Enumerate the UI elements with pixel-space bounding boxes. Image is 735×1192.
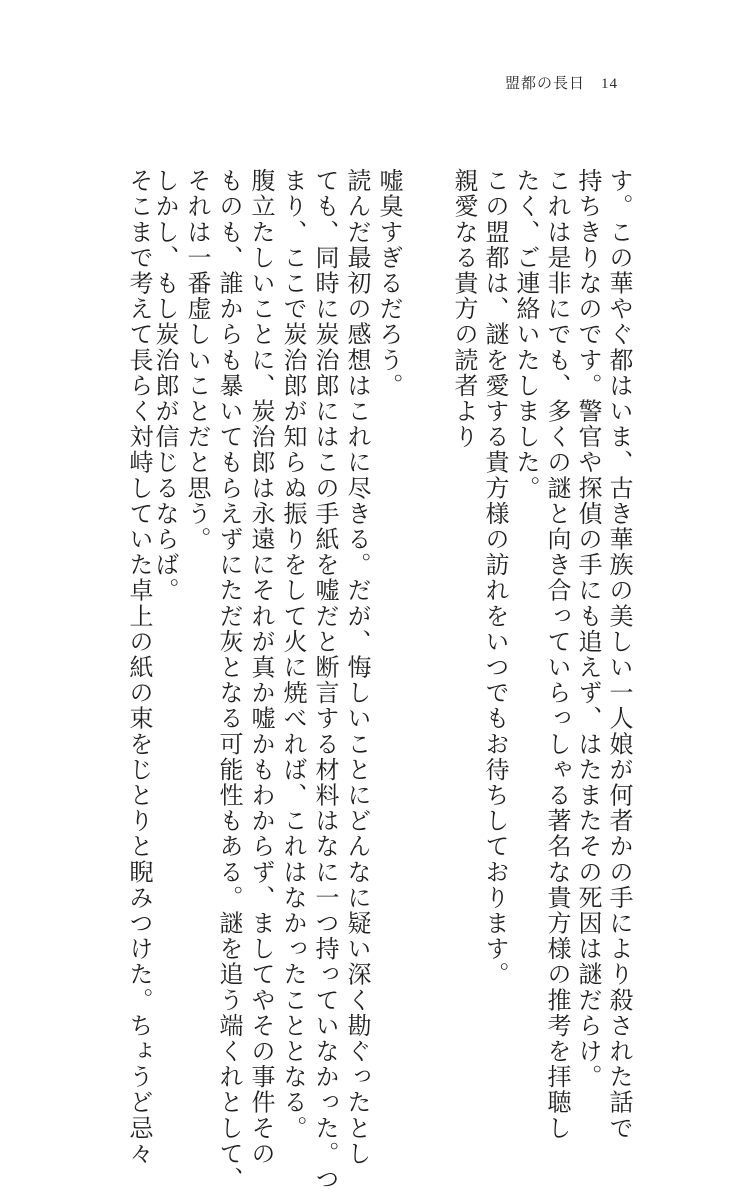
running-head — [505, 72, 665, 94]
page-number: 14 — [601, 76, 619, 92]
text-line: す。この華やぐ都はいま、古き華族の美しい一人娘が何者かの手により殺された話で — [605, 168, 633, 1141]
text-line: 持ちきりなのです。警官や探偵の手にも追えず、はたまたその死因は謎だらけ。 — [574, 168, 602, 1090]
text-line: それは一番虚しいことだと思う。 — [183, 168, 211, 552]
text-line: そこまで考えて長らく対峙していた卓上の紙の束をじとりと睨みつけた。ちょうど忌々 — [125, 168, 153, 1167]
text-line: これは是非にでも、多くの謎と向き合っていらっしゃる著名な貴方様の推考を拝聴し — [543, 168, 571, 1141]
text-line: 親愛なる貴方の読者より — [450, 168, 478, 450]
text-line: しかし、もし炭治郎が信じるならば。 — [151, 168, 179, 604]
text-line: ものも、誰からも暴いてもらえずにただ灰となる可能性もある。謎を追う端くれとして、 — [215, 168, 243, 1192]
text-line: この盟都は、謎を愛する貴方様の訪れをいつでもお待ちしております。 — [481, 168, 509, 988]
book-title: 盟都の長日 — [505, 74, 586, 92]
text-line: ても、同時に炭治郎にはこの手紙を嘘だと断言する材料はなに一つ持っていなかった。つ — [311, 168, 339, 1192]
text-line: 腹立たしいことに、炭治郎は永遠にそれが真か嘘かもわからず、ましてやその事件その — [247, 168, 275, 1167]
vertical-text-block — [125, 168, 635, 1192]
text-line: 嘘臭すぎるだろう。 — [375, 168, 403, 399]
text-line: 読んだ最初の感想はこれに尽きる。だが、悔しいことにどんなに疑い深く勘ぐったとし — [343, 168, 371, 1167]
text-line: まり、ここで炭治郎が知らぬ振りをして火に焼べれば、これはなかったこととなる。 — [279, 168, 307, 1141]
text-line: たく、ご連絡いたしました。 — [512, 168, 540, 501]
